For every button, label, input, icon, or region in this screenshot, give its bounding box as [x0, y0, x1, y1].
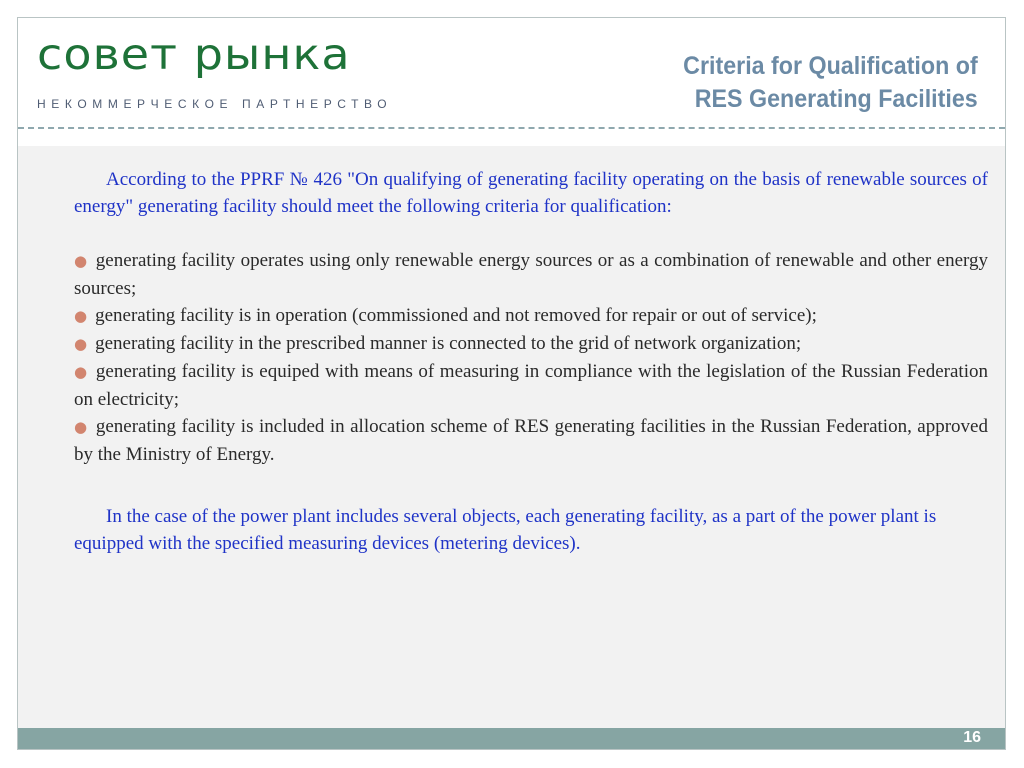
- bullet-icon: ●: [74, 418, 88, 436]
- page-number: 16: [963, 729, 981, 746]
- note-paragraph: In the case of the power plant includes several objects, each generating facility, as a part of the power plant is equipped with the specified measuring devices (metering devices).: [74, 506, 937, 554]
- title-line-2: RES Generating Facilities: [695, 85, 978, 113]
- list-item-text: generating facility in the prescribed manner is connected to the grid of network organization;: [95, 333, 802, 354]
- criteria-list: [74, 247, 988, 468]
- footer-bar: [18, 728, 1005, 749]
- bullet-icon: ●: [74, 252, 88, 270]
- logo: совет рынка: [37, 30, 351, 80]
- list-item: [74, 413, 988, 468]
- intro-paragraph: According to the PPRF № 426 "On qualifying of generating facility operating on the basis of renewable sources of energy" generating facility should meet the following criteria for qualification:: [74, 169, 988, 217]
- bullet-icon: ●: [74, 307, 88, 325]
- slide-title: [683, 50, 978, 116]
- list-item: [74, 330, 988, 358]
- bullet-icon: ●: [74, 335, 88, 353]
- list-item-text: generating facility is in operation (commissioned and not removed for repair or out of service);: [95, 305, 817, 326]
- list-item: [74, 358, 988, 413]
- list-item: [74, 302, 988, 330]
- list-item-text: generating facility is included in allocation scheme of RES generating facilities in the Russian Federation, approved by the Ministry of Energy.: [74, 416, 988, 465]
- list-item-text: generating facility operates using only renewable energy sources or as a combination of renewable and other energy sources;: [74, 250, 988, 299]
- title-line-1: Criteria for Qualification of: [683, 52, 978, 80]
- slide-content: [74, 166, 988, 557]
- bullet-icon: ●: [74, 363, 88, 381]
- list-item: [74, 247, 988, 302]
- logo-subtitle: НЕКОММЕРЧЕСКОЕ ПАРТНЕРСТВО: [37, 97, 393, 111]
- header-divider: [18, 127, 1005, 129]
- list-item-text: generating facility is equiped with means of measuring in compliance with the legislation of the Russian Federation on electricity;: [74, 361, 988, 410]
